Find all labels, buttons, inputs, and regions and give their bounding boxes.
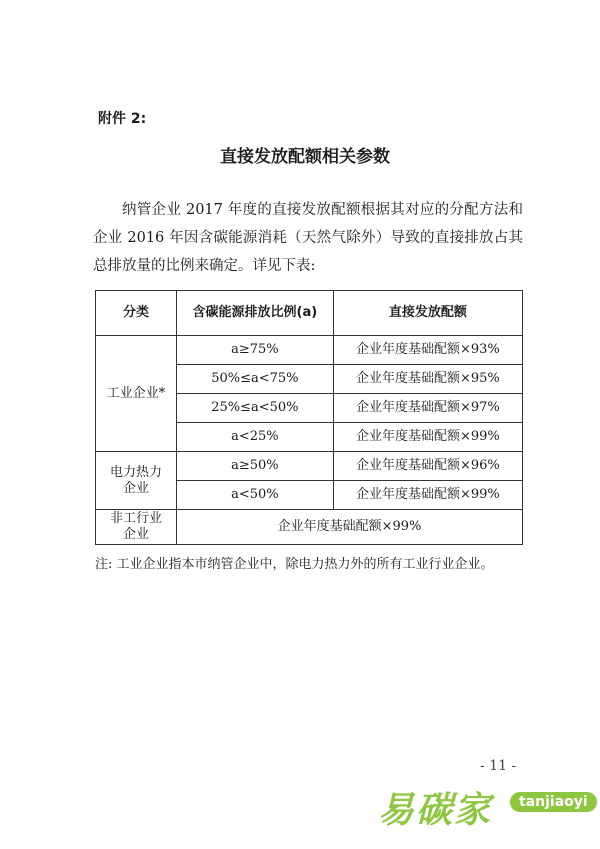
intro-paragraph: 纳管企业 2017 年度的直接发放配额根据其对应的分配方法和企业 2016 年因含碳能源消耗（天然气除外）导致的直接排放占其总排放量的比例来确定。详见下表: [93,202,523,274]
quota-table [95,290,523,545]
table-row [96,336,523,365]
ratio-cell: a≥50% [177,452,334,481]
category-non-industrial [96,510,177,545]
quota-cell: 企业年度基础配额×99% [333,481,522,510]
merged-quota-cell: 企业年度基础配额×99% [177,510,523,545]
quota-cell: 企业年度基础配额×97% [333,394,522,423]
watermark-text: 易碳家 [378,790,493,831]
table-header-row [96,291,523,336]
table-row [96,452,523,481]
quota-cell: 企业年度基础配额×99% [333,423,522,452]
quota-cell: 企业年度基础配额×93% [333,336,522,365]
ratio-cell: a<50% [177,481,334,510]
quota-table-container [95,290,523,545]
category-power-heat [96,452,177,510]
watermark-logo [378,782,593,840]
category-industrial: 工业企业* [96,336,177,452]
header-ratio: 含碳能源排放比例(a) [177,291,334,336]
page-title: 直接发放配额相关参数 [220,147,390,167]
ratio-cell: a≥75% [177,336,334,365]
table-footnote: 注: 工业企业指本市纳管企业中，除电力热力外的所有工业行业企业。 [95,557,494,572]
category-power-heat-label: 电力热力企业 [110,464,163,496]
ratio-cell: 50%≤a<75% [177,365,334,394]
attachment-label: 附件 2: [98,111,147,127]
page-number: - 11 - [480,758,517,774]
quota-cell: 企业年度基础配额×95% [333,365,522,394]
header-quota: 直接发放配额 [333,291,522,336]
header-category: 分类 [96,291,177,336]
ratio-cell: 25%≤a<50% [177,394,334,423]
ratio-cell: a<25% [177,423,334,452]
table-row [96,510,523,545]
category-non-industrial-label: 非工行业企业 [110,511,163,542]
quota-cell: 企业年度基础配额×96% [333,452,522,481]
watermark-badge: tanjiaoyi [510,792,597,812]
